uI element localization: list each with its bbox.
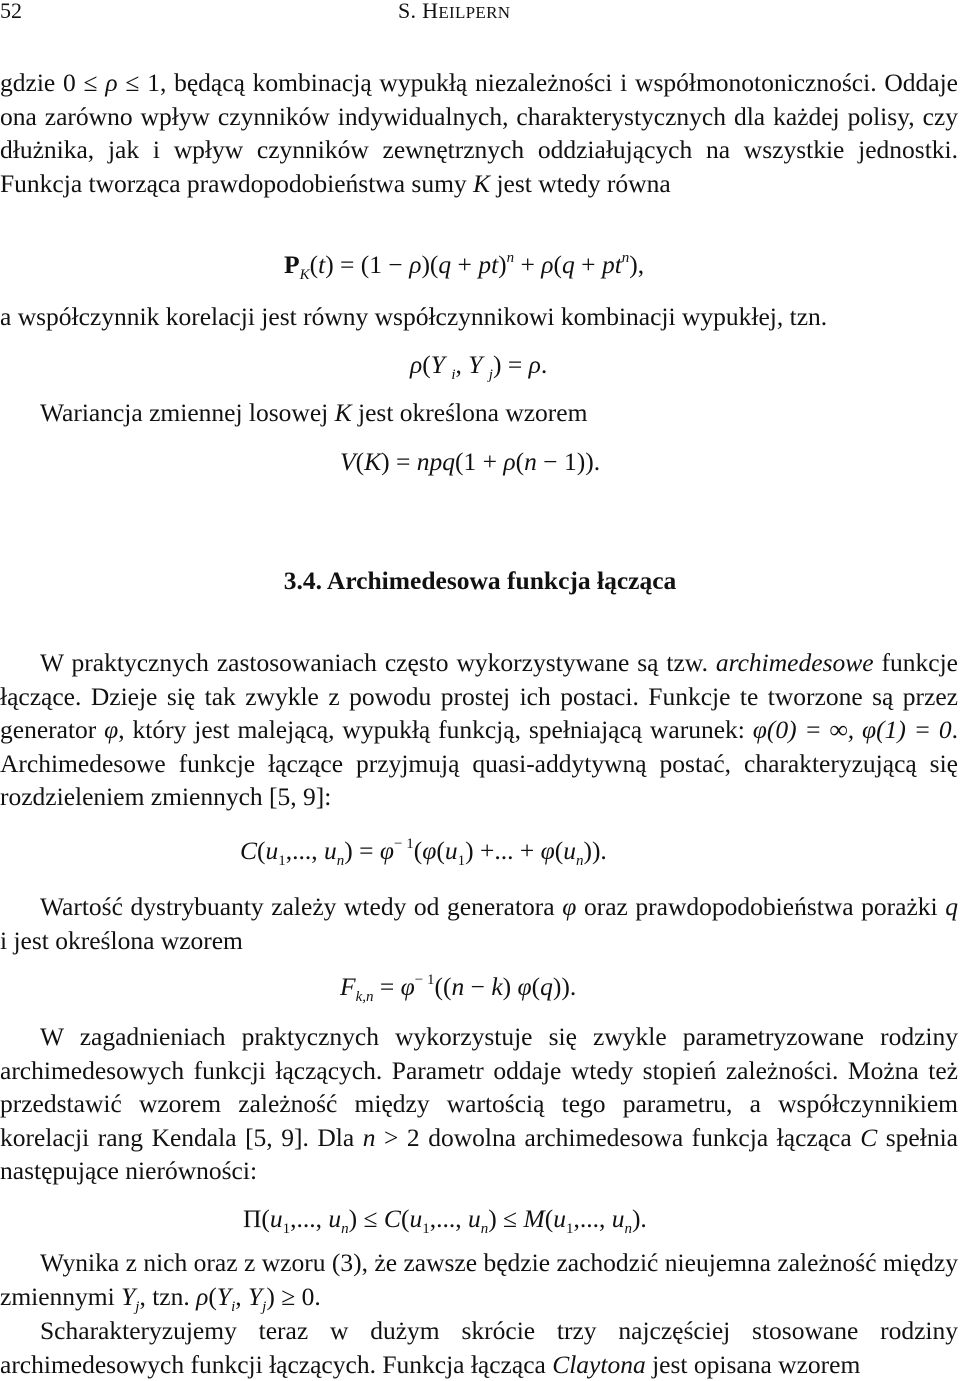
- equation-frechet-bounds: $\Pi(u_1$,..., $u_n) \le C(u_1$,..., $u_n) \le M(u_1$,..., $u_n$).: [243, 1204, 647, 1237]
- paragraph-intro: gdzie 0 ≤ ρ ≤ 1, będącą kombinacją wypukłą niezależności i współmonotoniczności. Oddaje ona zarówno wpływ czynników indywidualnych, charakterystycznych dla każdej polisy, czy dłużnika, jak i wpływ czynników zewnętrznych oddziałujących na wszystkie jednostki. Funkcja tworząca prawdopodobieństwa sumy K jest wtedy równa: [0, 68, 958, 198]
- equation-generating-function: $P_K(t) = (1 - \rho)(q + pt)^n + \rho(q + pt^n)$,: [284, 250, 645, 283]
- paragraph-correlation: a współczynnik korelacji jest równy współczynnikowi kombinacji wypukłej, tzn.: [0, 302, 828, 331]
- paragraph-nonnegative-dependence: Wynika z nich oraz z wzoru (3), że zawsze będzie zachodzić nieujemna zależność między zmiennymi $Y_j$, tzn. $\rho(Y_i$, $Y_j) \ge 0$.: [0, 1248, 958, 1315]
- paragraph-archimedean: W praktycznych zastosowaniach często wykorzystywane są tzw. archimedesowe funkcje łączące. Dzieje się tak zwykle z powodu prostej ich postaci. Funkcje te tworzone są przez generator φ, który jest malejącą, wypukłą funkcją, spełniającą warunek: φ(0) = ∞, φ(1) = 0. Archimedesowe funkcje łączące przyjmują quasi-addytywną postać, charakteryzującą się rozdzieleniem zmiennych [5, 9]:: [0, 648, 958, 811]
- equation-distribution: $F_{k,n} = \varphi^{- 1}((n - k)$ φ(q)).: [340, 972, 577, 1005]
- equation-archimedean-copula: $C(u_1$,..., $u_n) = \varphi^{- 1}(\varphi(u_1)$ +... + $\varphi(u_n)$).: [240, 836, 607, 869]
- section-heading: 3.4. Archimedesowa funkcja łącząca: [283, 566, 677, 595]
- page-number: 52: [0, 0, 22, 23]
- paragraph-families-intro: Scharakteryzujemy teraz w dużym skrócie trzy najczęściej stosowane rodziny archimedesowych funkcji łączących. Funkcja łącząca Claytona jest opisana wzorem: [0, 1316, 958, 1379]
- equation-variance: V(K) = npq(1 + ρ(n − 1)).: [340, 447, 601, 476]
- paragraph-parametrized-families: W zagadnieniach praktycznych wykorzystuje się zwykle parametryzowane rodziny archimedesowych funkcji łączących. Parametr oddaje wtedy stopień zależności. Można też przedstawić wzorem zależność między wartością tego parametru, a współczynnikiem korelacji rang Kendala [5, 9]. Dla n > 2 dowolna archimedesowa funkcja łącząca C spełnia następujące nierówności:: [0, 1022, 958, 1185]
- paragraph-variance: Wariancja zmiennej losowej K jest określona wzorem: [40, 398, 588, 427]
- paragraph-distribution: Wartość dystrybuanty zależy wtedy od generatora φ oraz prawdopodobieństwa porażki q i jest określona wzorem: [0, 892, 958, 955]
- equation-correlation: ρ(Y $_i$, Y $_j$) = ρ.: [410, 350, 548, 383]
- running-header-author: S. HEILPERN: [398, 0, 511, 23]
